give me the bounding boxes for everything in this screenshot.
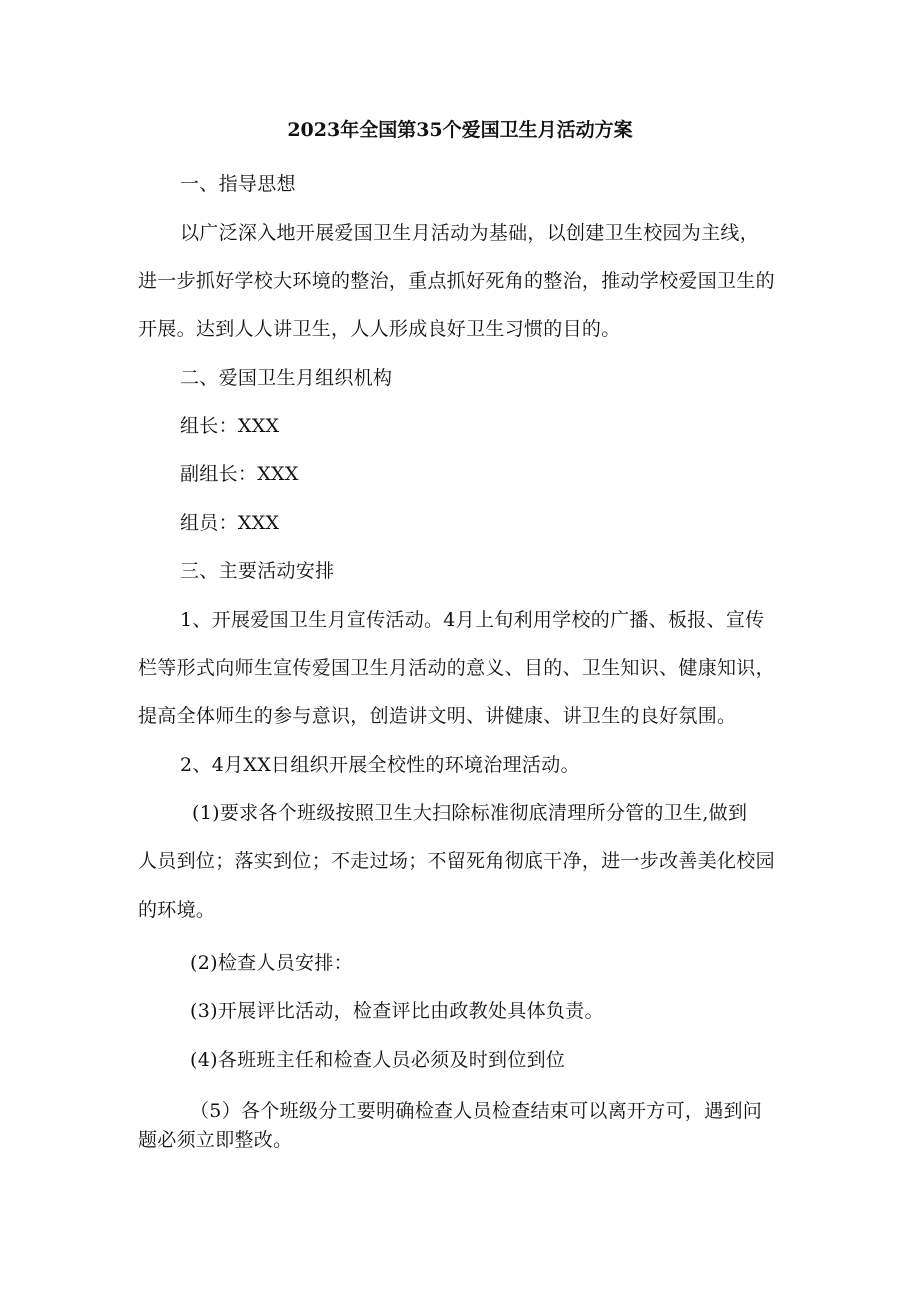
paragraph-line: 进一步抓好学校大环境的整治，重点抓好死角的整治，推动学校爱国卫生的 [138, 270, 775, 292]
deputy-team-leader: 副组长：XXX [180, 463, 299, 485]
paragraph-line: 开展。达到人人讲卫生，人人形成良好卫生习惯的目的。 [138, 318, 621, 340]
paragraph-line: 提高全体师生的参与意识，创造讲文明、讲健康、讲卫生的良好氛围。 [138, 705, 737, 727]
list-item: (2)检查人员安排： [190, 952, 353, 974]
section-heading-activities: 三、主要活动安排 [180, 560, 335, 582]
paragraph-line: 的环境。 [138, 899, 216, 921]
paragraph-line: 1、开展爱国卫生月宣传活动。4月上旬利用学校的广播、板报、宣传 [180, 609, 765, 631]
paragraph-line: 人员到位；落实到位；不走过场；不留死角彻底干净，进一步改善美化校园 [138, 850, 775, 872]
list-item: （5）各个班级分工要明确检查人员检查结束可以离开方可，遇到问 [190, 1100, 763, 1122]
paragraph-line: 栏等形式向师生宣传爱国卫生月活动的意义、目的、卫生知识、健康知识， [138, 657, 775, 679]
team-leader: 组长：XXX [180, 415, 280, 437]
paragraph-line: 2、4月XX日组织开展全校性的环境治理活动。 [180, 754, 580, 776]
document-title: 2023年全国第35个爱国卫生月活动方案 [287, 119, 633, 141]
team-members: 组员：XXX [180, 512, 280, 534]
paragraph-line: 以广泛深入地开展爱国卫生月活动为基础，以创建卫生校园为主线， [180, 222, 760, 244]
section-heading-guiding-thought: 一、指导思想 [180, 173, 296, 195]
paragraph-line: (1)要求各个班级按照卫生大扫除标准彻底清理所分管的卫生,做到 [192, 802, 748, 824]
paragraph-line: 题必须立即整改。 [138, 1129, 293, 1151]
section-heading-organization: 二、爱国卫生月组织机构 [180, 367, 393, 389]
list-item: (4)各班班主任和检查人员必须及时到位到位 [190, 1049, 566, 1071]
list-item: (3)开展评比活动，检查评比由政教处具体负责。 [190, 1000, 604, 1022]
